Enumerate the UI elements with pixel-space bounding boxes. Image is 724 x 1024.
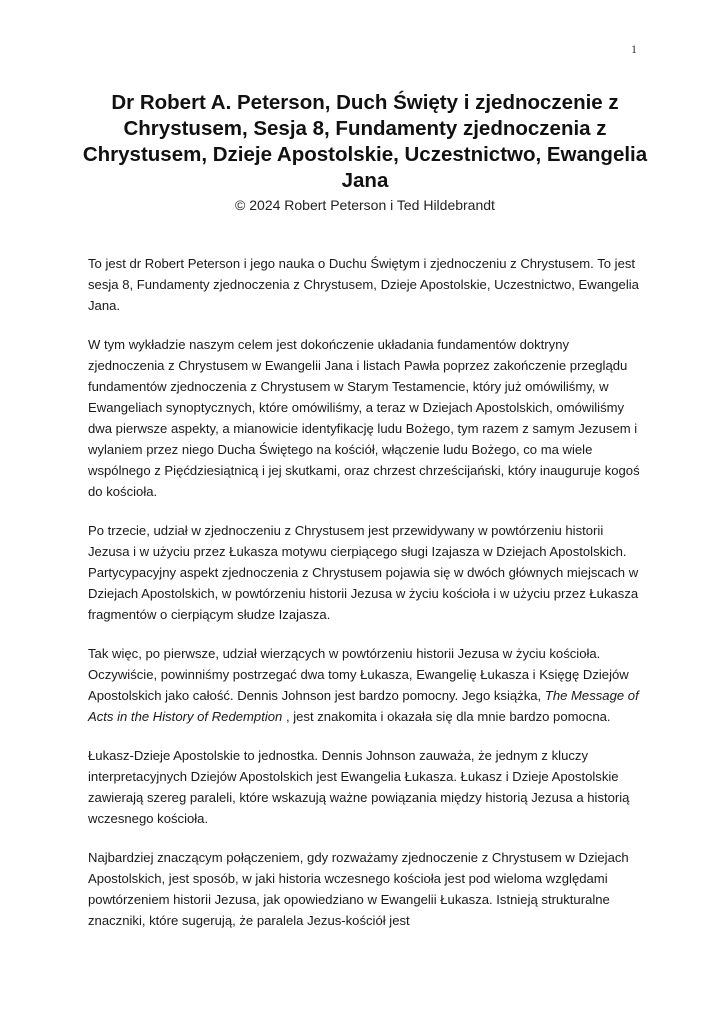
page-number: 1 [631,42,637,56]
document-body [88,253,640,949]
paragraph-1: To jest dr Robert Peterson i jego nauka o Duchu Świętym i zjednoczeniu z Chrystusem. To jest sesja 8, Fundamenty zjednoczenia z Chrystusem, Dzieje Apostolskie, Uczestnictwo, Ewangelia Jana. [88,256,639,313]
title-block [80,90,650,214]
copyright-line: © 2024 Robert Peterson i Ted Hildebrandt [235,197,495,213]
paragraph-2: W tym wykładzie naszym celem jest dokończenie układania fundamentów doktryny zjednoczenia z Chrystusem w Ewangelii Jana i listach Pawła poprzez zakończenie przeglądu fundamentów zjednoczenia z Chrystusem w Starym Testamencie, który już omówiliśmy, w Ewangeliach synoptycznych, które omówiliśmy, a teraz w Dziejach Apostolskich, omówiliśmy dwa pierwsze aspekty, a mianowicie identyfikację ludu Bożego, tym razem z samym Jezusem i wylaniem przez niego Ducha Świętego na kościół, włączenie ludu Bożego, co ma wiele wspólnego z Pięćdziesiątnicą i jej skutkami, oraz chrzest chrześcijański, który inauguruje kogoś do kościoła. [88,337,640,499]
book-title: The Message of Acts in the History of Redemption [88,688,639,724]
paragraph-5: Łukasz-Dzieje Apostolskie to jednostka. Dennis Johnson zauważa, że jednym z kluczy interpretacyjnych Dziejów Apostolskich jest Ewangelia Łukasza. Łukasz i Dzieje Apostolskie zawierają szereg paraleli, które wskazują ważne powiązania między historią Jezusa a historią wczesnego kościoła. [88,748,630,826]
document-title: Dr Robert A. Peterson, Duch Święty i zjednoczenie z Chrystusem, Sesja 8, Fundamenty zjednoczenia z Chrystusem, Dzieje Apostolskie, Uczestnictwo, Ewangelia Jana [82,91,648,192]
paragraph-4 [88,643,640,727]
paragraph-6: Najbardziej znaczącym połączeniem, gdy rozważamy zjednoczenie z Chrystusem w Dziejach Apostolskich, jest sposób, w jaki historia wczesnego kościoła jest pod wieloma względami powtórzeniem historii Jezusa, jak opowiedziano w Ewangelii Łukasza. Istnieją strukturalne znaczniki, które sugerują, że paralela Jezus-kościół jest [88,850,629,928]
paragraph-4-text-after: , jest znakomita i okazała się dla mnie bardzo pomocna. [282,709,611,724]
paragraph-3: Po trzecie, udział w zjednoczeniu z Chrystusem jest przewidywany w powtórzeniu historii Jezusa i w użyciu przez Łukasza motywu cierpiącego sługi Izajasza w Dziejach Apostolskich. Partycypacyjny aspekt zjednoczenia z Chrystusem pojawia się w dwóch głównych miejscach w Dziejach Apostolskich, w powtórzeniu historii Jezusa w życiu kościoła i w użyciu przez Łukasza fragmentów o cierpiącym słudze Izajasza. [88,523,639,622]
paragraph-4-text-before: Tak więc, po pierwsze, udział wierzących w powtórzeniu historii Jezusa w życiu kościoła. Oczywiście, powinniśmy postrzegać dwa tomy Łukasza, Ewangelię Łukasza i Księgę Dziejów Apostolskich jako całość. Dennis Johnson jest bardzo pomocny. Jego książka, [88,646,629,703]
